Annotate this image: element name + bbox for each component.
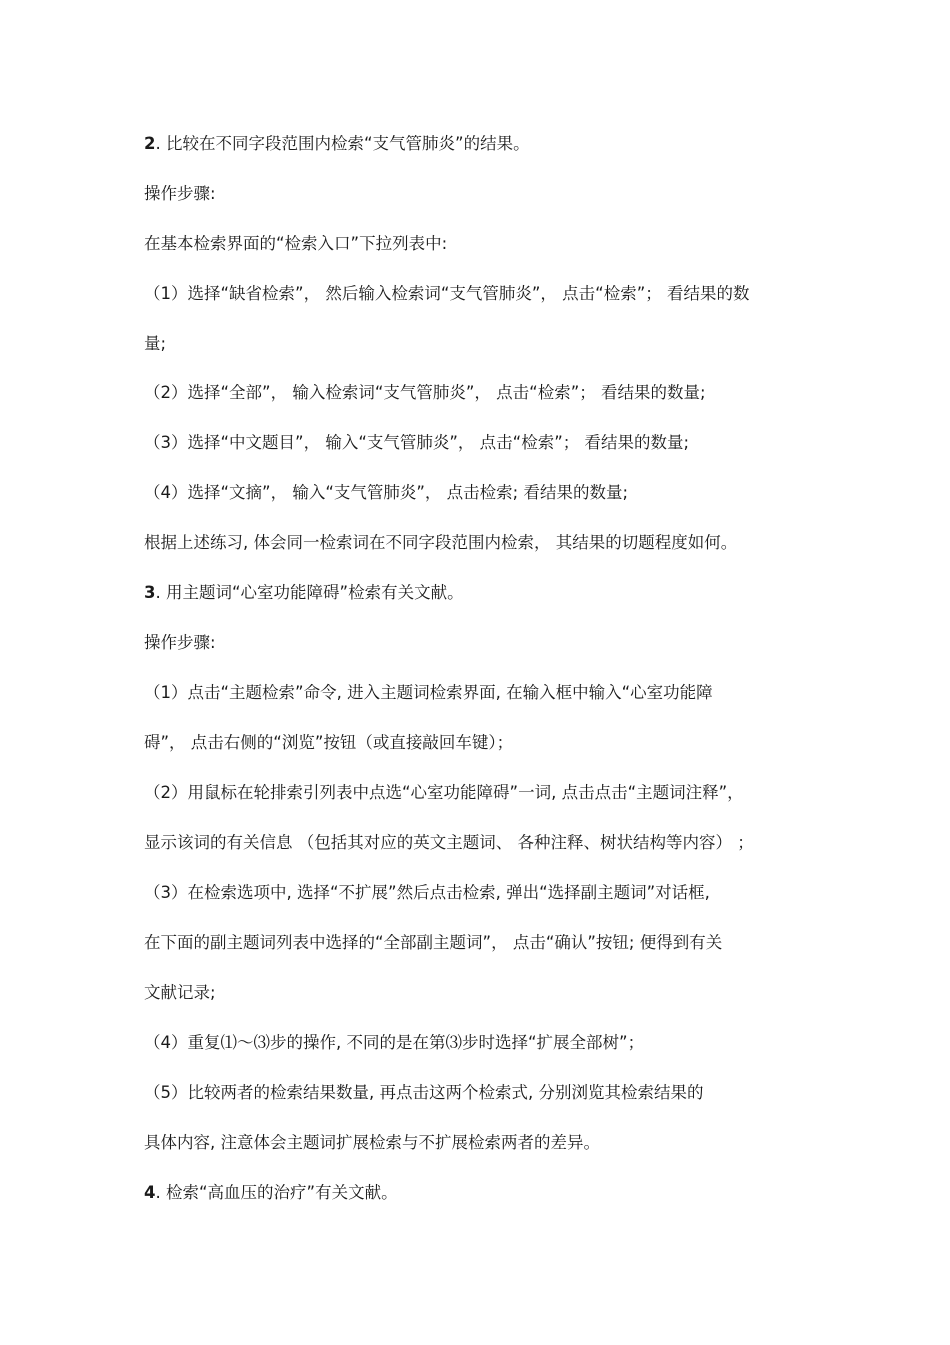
- text-line: 显示该词的有关信息 （包括其对应的英文主题词、 各种注释、树状结构等内容） ；: [144, 833, 754, 852]
- text-line: 在基本检索界面的“检索入口”下拉列表中:: [144, 234, 448, 253]
- heading-item-4: [144, 1182, 398, 1204]
- step-line: （2）选择“全部”， 输入检索词“支气管肺炎”， 点击“检索”； 看结果的数量;: [144, 383, 706, 402]
- heading-item-2: [144, 133, 530, 155]
- step-line: （1）选择“缺省检索”， 然后输入检索词“支气管肺炎”， 点击“检索”； 看结果的数: [144, 284, 750, 303]
- text-line: 在下面的副主题词列表中选择的“全部副主题词”， 点击“确认”按钮; 便得到有关: [144, 933, 723, 952]
- heading-text: . 用主题词“心室功能障碍”检索有关文献。: [155, 583, 464, 602]
- text-line: 操作步骤:: [144, 184, 216, 203]
- text-line: 文献记录;: [144, 983, 216, 1002]
- text-line: 具体内容, 注意体会主题词扩展检索与不扩展检索两者的差异。: [144, 1133, 600, 1152]
- text-line: 碍”， 点击右侧的“浏览”按钮（或直接敲回车键）；: [144, 733, 514, 752]
- text-line: 量;: [144, 334, 167, 353]
- text-line: 操作步骤:: [144, 633, 216, 652]
- heading-item-3: [144, 582, 464, 604]
- item-number: 2: [144, 134, 156, 153]
- heading-text: . 检索“高血压的治疗”有关文献。: [155, 1183, 398, 1202]
- item-number: 4: [144, 1183, 156, 1202]
- step-line: （5）比较两者的检索结果数量, 再点击这两个检索式, 分别浏览其检索结果的: [144, 1083, 704, 1102]
- step-line: （4）选择“文摘”， 输入“支气管肺炎”， 点击检索; 看结果的数量;: [144, 483, 629, 502]
- heading-text: . 比较在不同字段范围内检索“支气管肺炎”的结果。: [155, 134, 530, 153]
- step-line: （4）重复⑴～⑶步的操作, 不同的是在第⑶步时选择“扩展全部树”；: [144, 1033, 645, 1052]
- step-line: （3）在检索选项中, 选择“不扩展”然后点击检索, 弹出“选择副主题词”对话框,: [144, 883, 710, 902]
- step-line: （1）点击“主题检索”命令, 进入主题词检索界面, 在输入框中输入“心室功能障: [144, 683, 713, 702]
- step-line: （2）用鼠标在轮排索引列表中点选“心室功能障碍”一词, 点击点击“主题词注释”，: [144, 783, 744, 802]
- step-line: （3）选择“中文题目”， 输入“支气管肺炎”， 点击“检索”； 看结果的数量;: [144, 433, 690, 452]
- item-number: 3: [144, 583, 156, 602]
- text-line: 根据上述练习, 体会同一检索词在不同字段范围内检索， 其结果的切题程度如何。: [144, 533, 738, 552]
